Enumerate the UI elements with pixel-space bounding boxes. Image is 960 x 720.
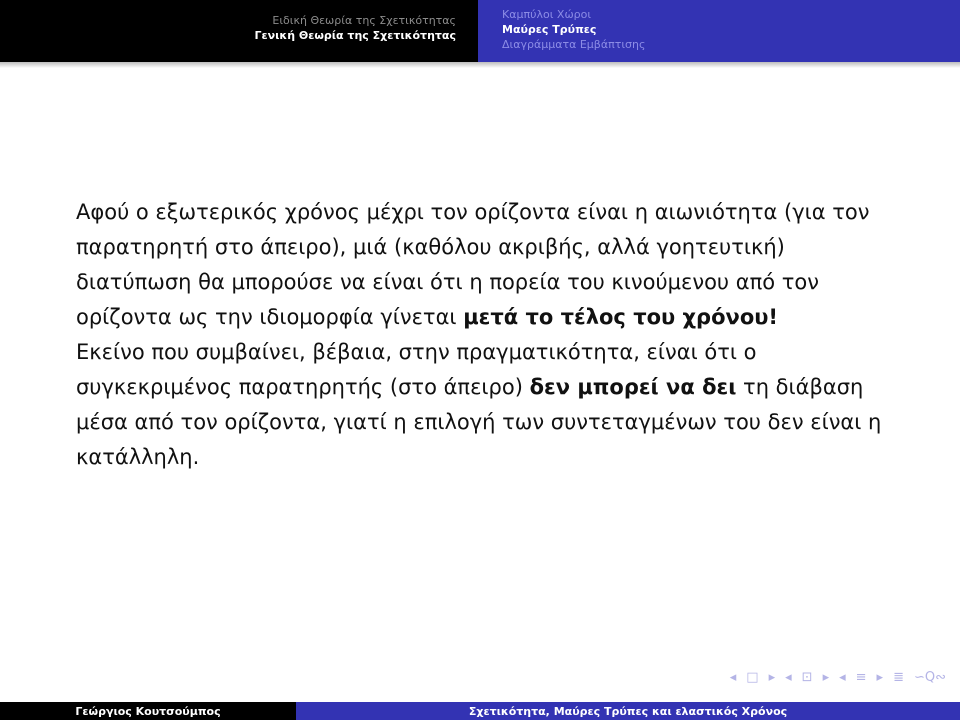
paragraph-2-emphasis: δεν μπορεί να δει bbox=[529, 375, 737, 399]
section-navigation bbox=[0, 0, 478, 62]
paragraph-1-emphasis: μετά το τέλος του χρόνου! bbox=[463, 305, 779, 329]
paragraph-2-text-end: τη διάβαση μέσα από τον ορίζοντα, γιατί η επιλογή των συντεταγμένων του δεν είναι η κατάλληλη. bbox=[76, 375, 882, 469]
frame-next-icon[interactable]: ▸ bbox=[768, 670, 776, 685]
paragraph-2 bbox=[76, 335, 896, 475]
section-link-general-relativity[interactable]: Γενική Θεωρία της Σχετικότητας bbox=[254, 29, 456, 42]
footer-author: Γεώργιος Κουτσούμπος bbox=[0, 702, 296, 720]
align-icon[interactable]: ≣ bbox=[893, 670, 904, 685]
paragraph-1 bbox=[76, 195, 896, 335]
section-icon[interactable]: ≡ bbox=[855, 670, 867, 685]
section-next-icon[interactable]: ▸ bbox=[876, 670, 884, 685]
subsection-prev-icon[interactable]: ◂ bbox=[785, 670, 792, 685]
search-icon[interactable]: ∽Q∾ bbox=[913, 670, 946, 685]
slide-header bbox=[0, 0, 960, 62]
subsection-next-icon[interactable]: ▸ bbox=[822, 670, 830, 685]
slide-footer bbox=[0, 702, 960, 720]
footer-title: Σχετικότητα, Μαύρες Τρύπες και ελαστικός Χρόνος bbox=[296, 702, 960, 720]
paragraph-2-text-start: Εκείνο που συμβαίνει, βέβαια, στην πραγματικότητα, είναι ότι ο συγκεκριμένος παρατηρητής (στο άπειρο) bbox=[76, 340, 757, 399]
frame-icon[interactable]: □ bbox=[746, 670, 759, 685]
paragraph-1-text: Αφού ο εξωτερικός χρόνος μέχρι τον ορίζοντα είναι η αιωνιότητα (για τον παρατηρητή στο άπειρο), μιά (καθόλου ακριβής, αλλά γοητευτική) διατύπωση θα μπορούσε να είναι ότι η πορεία του κινούμενου από τον ορίζοντα ως την ιδιομορφία γίνεται bbox=[76, 200, 870, 329]
subsection-link-curved-spaces[interactable]: Καμπύλοι Χώροι bbox=[502, 8, 592, 21]
section-prev-icon[interactable]: ◂ bbox=[839, 670, 846, 685]
slide-body bbox=[76, 195, 896, 475]
section-link-special-relativity[interactable]: Ειδική Θεωρία της Σχετικότητας bbox=[272, 14, 456, 27]
subsection-navigation bbox=[478, 0, 960, 62]
subsection-link-embedding-diagrams[interactable]: Διαγράμματα Εμβάπτισης bbox=[502, 38, 646, 51]
navigation-symbols bbox=[730, 670, 946, 685]
frame-prev-icon[interactable]: ◂ bbox=[729, 670, 737, 685]
header-shadow bbox=[0, 62, 960, 68]
subsection-icon[interactable]: ⊡ bbox=[801, 670, 813, 685]
subsection-link-black-holes[interactable]: Μαύρες Τρύπες bbox=[502, 23, 597, 36]
